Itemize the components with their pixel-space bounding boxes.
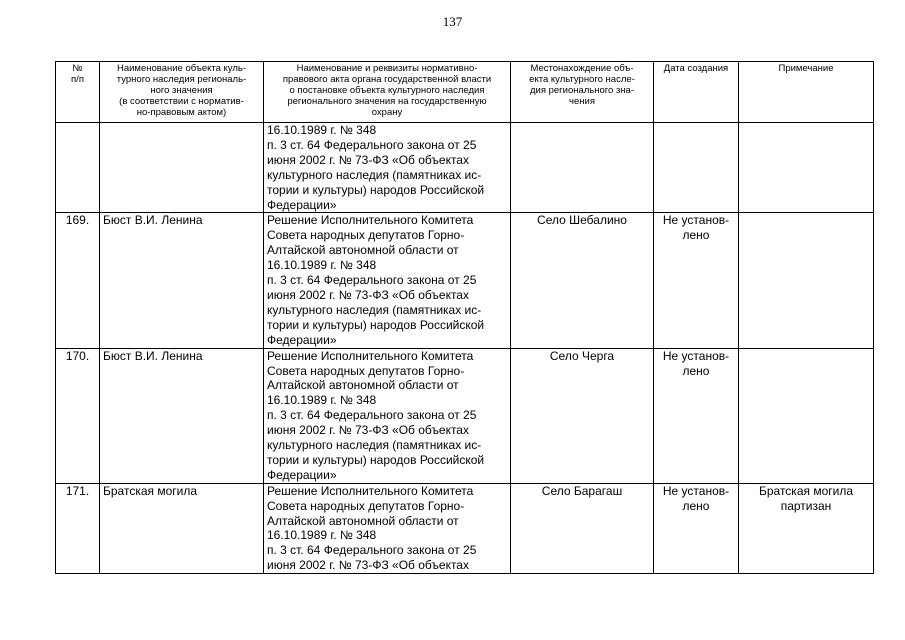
cell-legal-act xyxy=(264,213,511,348)
text-line: Федерации» xyxy=(267,467,337,482)
text-line: правового акта органа государственной власти xyxy=(282,74,492,85)
cell-legal-act xyxy=(264,123,511,213)
table-row xyxy=(56,348,874,483)
text-line: Дата создания xyxy=(663,63,729,74)
text-line: дия регионального зна- xyxy=(529,85,635,96)
header-num xyxy=(56,62,100,123)
cell-object-name xyxy=(100,483,264,573)
cell-object-name xyxy=(100,123,264,213)
text-line: Решение Исполнительного Комитета xyxy=(267,348,474,363)
text-line: тории и культуры) народов Российской xyxy=(267,317,485,332)
text-line: № xyxy=(72,63,83,74)
text-line: Село Черга xyxy=(549,348,615,363)
text-line: п. 3 ст. 64 Федерального закона от 25 xyxy=(267,408,477,423)
cell-num: 171. xyxy=(56,483,100,573)
text-line: Местонахождение объ- xyxy=(530,63,634,74)
text-line: п. 3 ст. 64 Федерального закона от 25 xyxy=(267,543,477,558)
text-line: 16.10.1989 г. № 348 xyxy=(267,123,377,137)
text-line: Федерации» xyxy=(267,332,337,347)
cell-location xyxy=(511,483,654,573)
text-line: Примечание xyxy=(778,63,834,74)
cell-note xyxy=(739,348,874,483)
text-line: Не установ- xyxy=(662,348,730,363)
cell-location xyxy=(511,348,654,483)
text-line: 16.10.1989 г. № 348 xyxy=(267,258,377,273)
cell-note xyxy=(739,483,874,573)
text-line: Братская могила xyxy=(103,483,198,498)
text-line: Не установ- xyxy=(662,213,730,228)
text-line: (в соответствии с норматив- xyxy=(119,96,244,107)
text-line: лено xyxy=(682,498,710,513)
text-line: охрану xyxy=(371,107,403,118)
cell-object-name xyxy=(100,213,264,348)
text-line: культурного наследия (памятниках ис- xyxy=(267,167,482,182)
text-line: Решение Исполнительного Комитета xyxy=(267,483,474,498)
text-line: Наименование объекта куль- xyxy=(116,63,246,74)
text-line: 16.10.1989 г. № 348 xyxy=(267,528,377,543)
text-line: екта культурного насле- xyxy=(529,74,635,85)
text-line: чения xyxy=(569,96,595,107)
text-line: Решение Исполнительного Комитета xyxy=(267,213,474,228)
header-creation-date xyxy=(654,62,739,123)
text-line: Совета народных депутатов Горно- xyxy=(267,228,465,243)
text-line: Совета народных депутатов Горно- xyxy=(267,498,465,513)
text-line: 16.10.1989 г. № 348 xyxy=(267,393,377,408)
cell-creation-date xyxy=(654,213,739,348)
text-line: Алтайской автономной области от xyxy=(267,378,459,393)
header-object-name xyxy=(100,62,264,123)
text-line: июня 2002 г. № 73-ФЗ «Об объектах xyxy=(267,152,469,167)
text-line: регионального значения на государственную xyxy=(287,96,487,107)
cell-num: 169. xyxy=(56,213,100,348)
text-line: тории и культуры) народов Российской xyxy=(267,452,485,467)
text-line: о постановке объекта культурного наследия xyxy=(289,85,485,96)
text-line: Алтайской автономной области от xyxy=(267,243,459,258)
text-line: Наименование и реквизиты нормативно- xyxy=(296,63,478,74)
heritage-registry-table xyxy=(55,61,874,574)
text-line: Совета народных депутатов Горно- xyxy=(267,363,465,378)
table-row-continuation xyxy=(56,123,874,213)
text-line: п. 3 ст. 64 Федерального закона от 25 xyxy=(267,137,477,152)
text-line: ного значения xyxy=(150,85,213,96)
text-line: турного наследия региональ- xyxy=(116,74,247,85)
text-line: Алтайской автономной области от xyxy=(267,513,459,528)
cell-location xyxy=(511,123,654,213)
header-location xyxy=(511,62,654,123)
text-line: лено xyxy=(682,363,710,378)
page-number: 137 xyxy=(442,14,463,29)
cell-legal-act xyxy=(264,348,511,483)
table-row xyxy=(56,213,874,348)
text-line: лено xyxy=(682,228,710,243)
cell-object-name xyxy=(100,348,264,483)
text-line: июня 2002 г. № 73-ФЗ «Об объектах xyxy=(267,287,469,302)
table-header-row xyxy=(56,62,874,123)
cell-num xyxy=(56,123,100,213)
text-line: культурного наследия (памятниках ис- xyxy=(267,302,482,317)
text-line: июня 2002 г. № 73-ФЗ «Об объектах xyxy=(267,423,469,438)
text-line: Федерации» xyxy=(267,197,337,212)
cell-location xyxy=(511,213,654,348)
text-line: Братская могила xyxy=(758,483,854,498)
header-note xyxy=(739,62,874,123)
text-line: п/п xyxy=(71,74,84,85)
text-line: культурного наследия (памятниках ис- xyxy=(267,438,482,453)
cell-creation-date xyxy=(654,123,739,213)
text-line: тории и культуры) народов Российской xyxy=(267,182,485,197)
text-line: п. 3 ст. 64 Федерального закона от 25 xyxy=(267,273,477,288)
text-line: июня 2002 г. № 73-ФЗ «Об объектах xyxy=(267,558,469,573)
header-legal-act xyxy=(264,62,511,123)
cell-note xyxy=(739,123,874,213)
cell-creation-date xyxy=(654,348,739,483)
text-line: партизан xyxy=(780,498,832,513)
text-line: но-правовым актом) xyxy=(136,107,227,118)
cell-num: 170. xyxy=(56,348,100,483)
table-row xyxy=(56,483,874,573)
text-line: Не установ- xyxy=(662,483,730,498)
text-line: Бюст В.И. Ленина xyxy=(103,348,203,363)
text-line: Бюст В.И. Ленина xyxy=(103,213,203,228)
text-line: Село Шебалино xyxy=(537,213,627,228)
text-line: Село Барагаш xyxy=(541,483,623,498)
cell-creation-date xyxy=(654,483,739,573)
cell-legal-act xyxy=(264,483,511,573)
cell-note xyxy=(739,213,874,348)
